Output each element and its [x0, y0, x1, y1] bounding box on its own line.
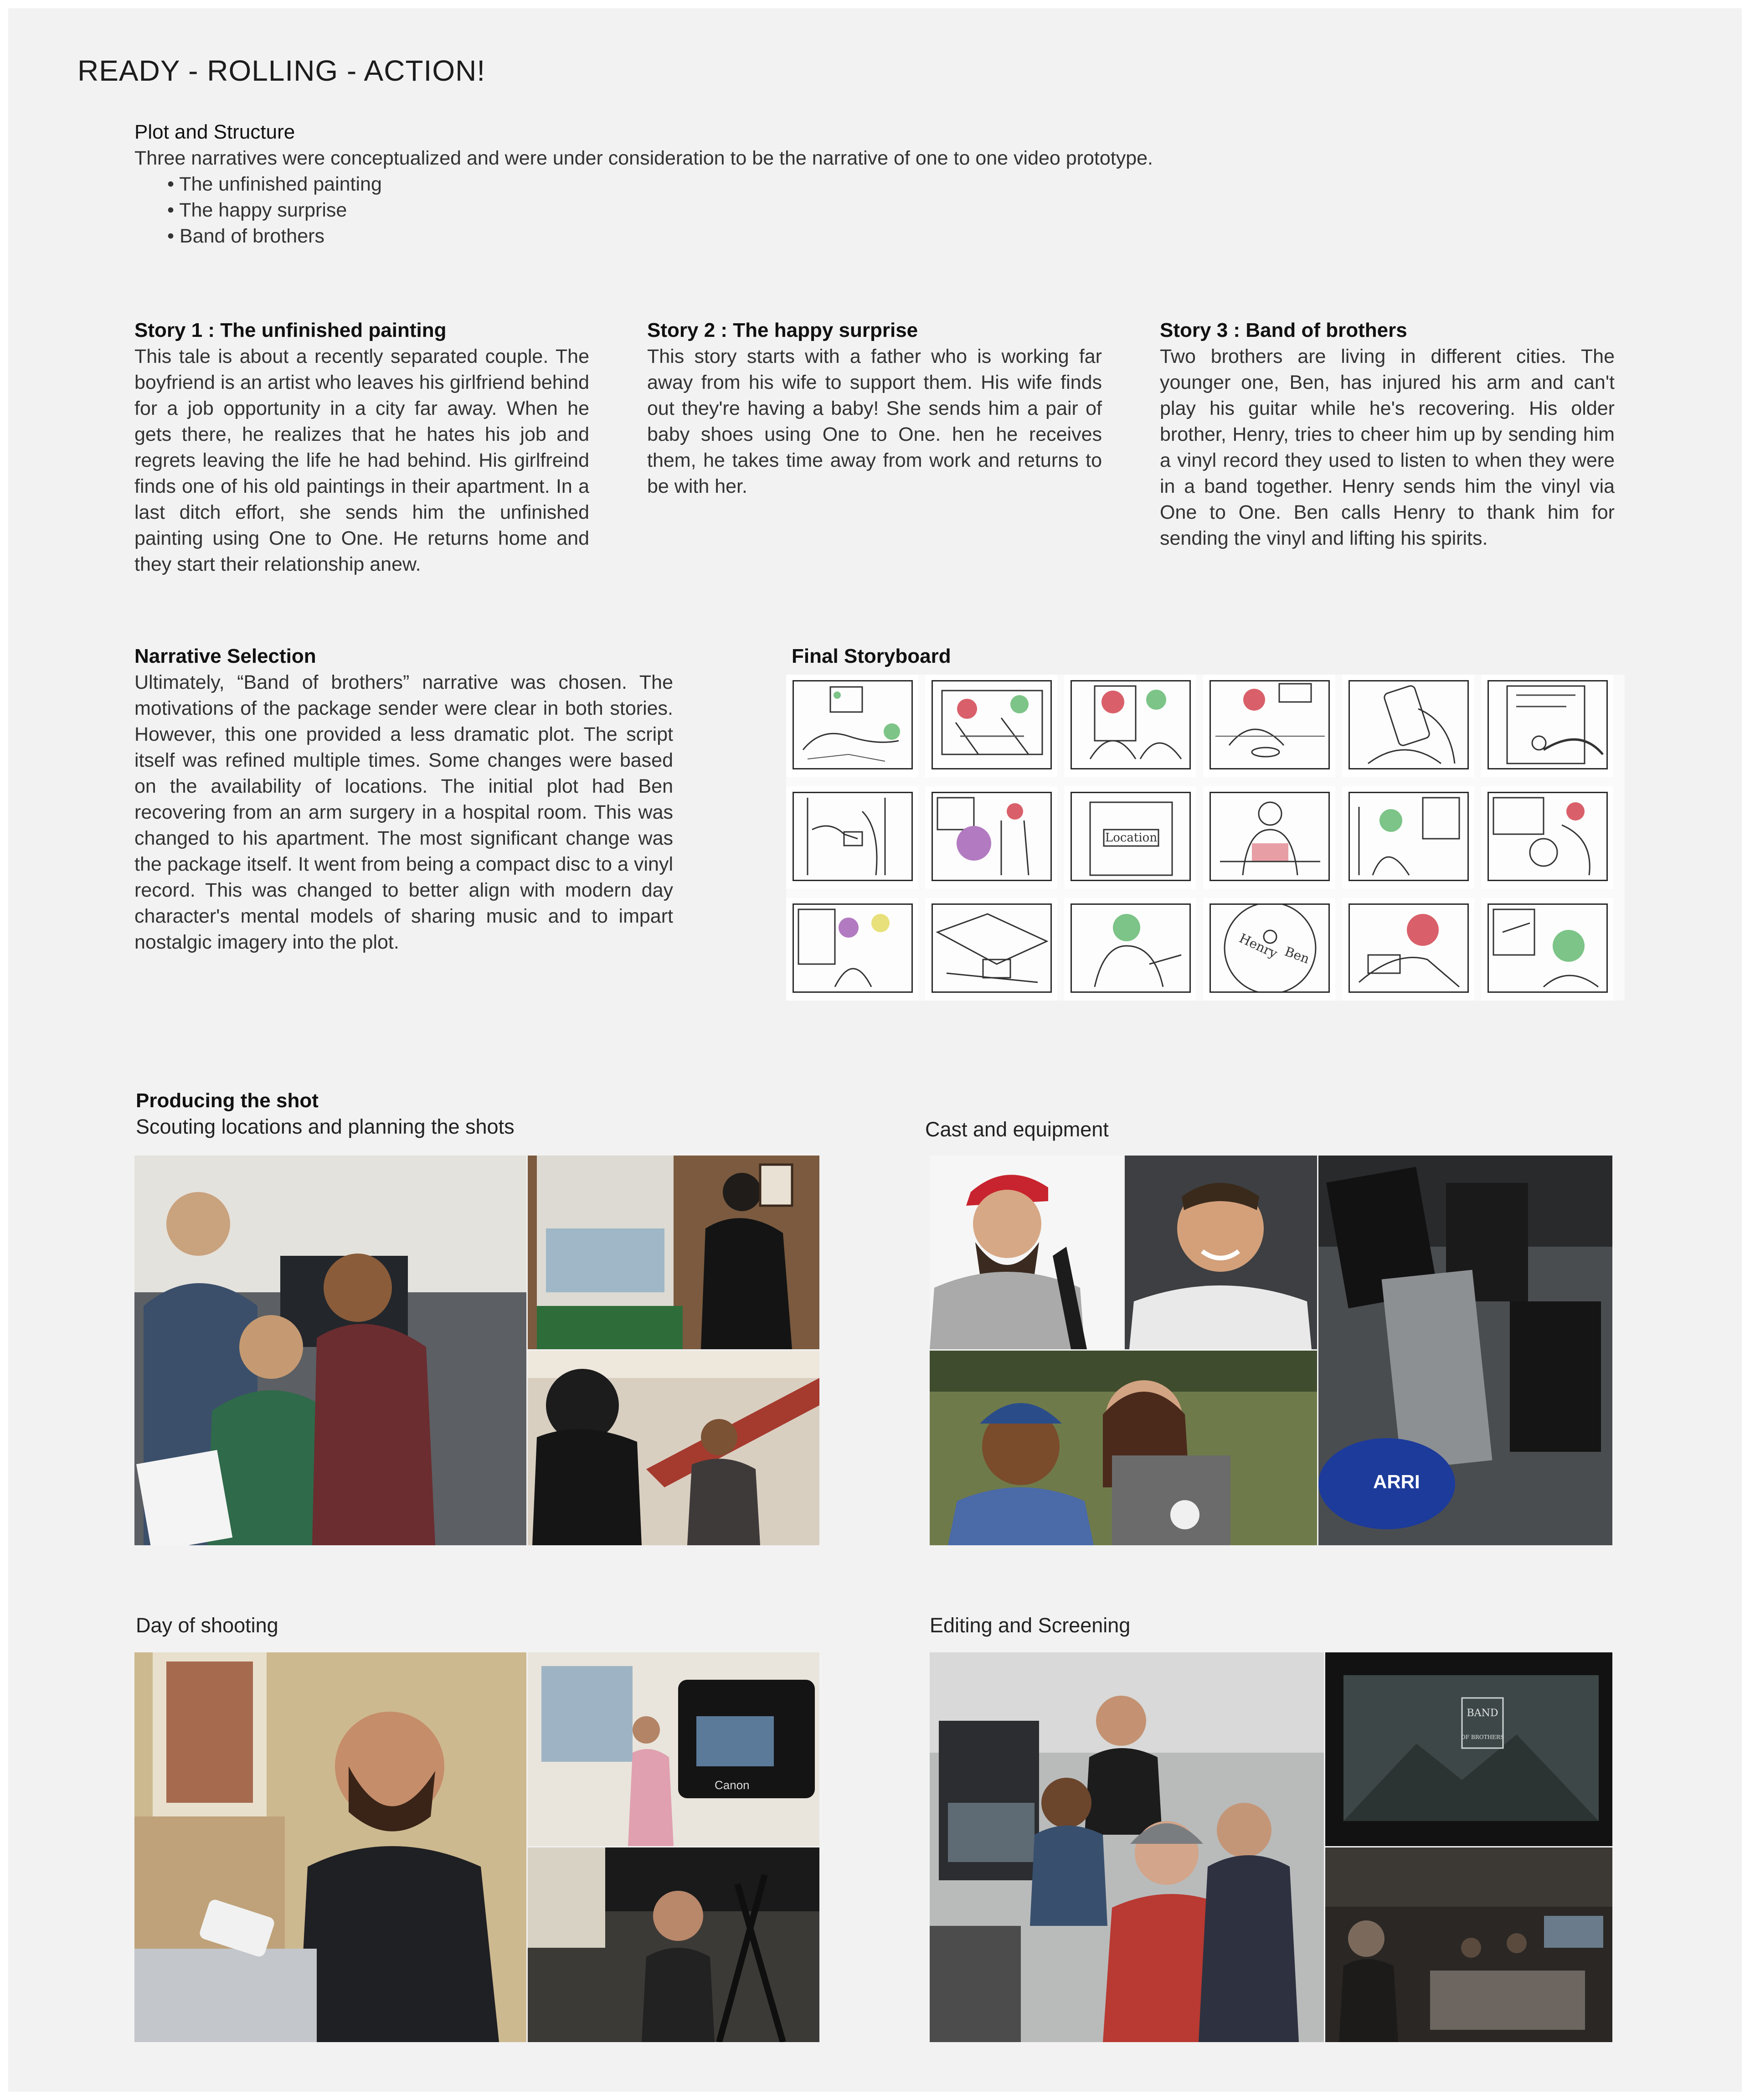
- day-photo-actor: [134, 1652, 526, 2042]
- record-label-ben: Ben: [1282, 944, 1312, 967]
- day-caption: Day of shooting: [136, 1614, 278, 1637]
- film-title: BAND: [1467, 1708, 1498, 1719]
- narrative-heading: Narrative Selection: [134, 645, 316, 667]
- storyboard-panel: [786, 675, 918, 777]
- story-2-heading: Story 2 : The happy surprise: [647, 319, 918, 341]
- storyboard-panel: [925, 786, 1057, 889]
- storyboard-grid: [786, 675, 1625, 1001]
- film-subtitle: OF BROTHERS: [1461, 1734, 1504, 1740]
- page-title: READY - ROLLING - ACTION!: [77, 54, 486, 87]
- plot-heading: Plot and Structure: [134, 121, 295, 143]
- story-3-text: Two brothers are living in different cities. The younger one, Ben, has injured his arm and can't play his guitar while he's recovering. His older brother, Henry, tries to cheer him up by sending him a vinyl record they used to listen to when they were in a band together. Henry sends him the vinyl via One to One. Ben calls Henry to thank him for sending the vinyl and lifting his spirits.: [1160, 346, 1615, 549]
- story-1-text: This tale is about a recently separated couple. The boyfriend is an artist who leaves his girlfriend behind for a job opportunity in a city far away. When he gets there, he realizes that he hates his job and regrets leaving the life he had behind. His girlfreind finds one of his old paintings in their apartment. In a last ditch effort, she sends him the unfinished painting using One to One. He returns home and they start their relationship anew.: [134, 346, 589, 575]
- story-2: [647, 319, 1102, 500]
- cast-caption: Cast and equipment: [925, 1118, 1109, 1141]
- storyboard-panel: [786, 786, 918, 889]
- storyboard-panel: [1481, 786, 1613, 889]
- storyboard-panel: [925, 675, 1057, 777]
- storyboard-panel: [1342, 898, 1474, 1001]
- storyboard-panel: [1342, 675, 1474, 777]
- cast-photo-1: [930, 1156, 1123, 1349]
- arri-bag-logo: ARRI: [1373, 1471, 1420, 1492]
- scouting-caption: Scouting locations and planning the shots: [136, 1115, 515, 1138]
- storyboard-panel: [1481, 675, 1613, 777]
- story-2-text: This story starts with a father who is working far away from his wife to support them. His wife finds out they're having a baby! She sends him a pair of baby shoes using One to One. hen he receives them, he takes time away from work and returns to be with her.: [647, 346, 1102, 497]
- storyboard-panel: [1203, 786, 1335, 889]
- storyboard-panel: [1203, 898, 1335, 1001]
- editing-caption: Editing and Screening: [930, 1614, 1131, 1637]
- storyboard-panel: [1064, 675, 1196, 777]
- storyboard-panel: [1064, 786, 1196, 889]
- location-sign: Location: [1105, 831, 1158, 845]
- editing-photo-team: [930, 1652, 1324, 2042]
- producing-heading: Producing the shot: [136, 1089, 319, 1112]
- storyboard-panel: [1203, 675, 1335, 777]
- story-1: [134, 319, 589, 578]
- story-3-heading: Story 3 : Band of brothers: [1160, 319, 1407, 341]
- storyboard-panel: [1481, 898, 1613, 1001]
- cast-photo-2: [1125, 1156, 1317, 1349]
- editing-photo-screen: [1325, 1652, 1612, 1846]
- plot-section: [134, 121, 1365, 249]
- narrative-section: [134, 645, 673, 955]
- day-photo-crew: [528, 1847, 819, 2042]
- record-label-henry: Henry: [1237, 930, 1280, 961]
- storyboard-heading: Final Storyboard: [792, 645, 951, 667]
- story-3: [1160, 319, 1615, 552]
- storyboard-panel: [1342, 786, 1474, 889]
- narrative-list: [167, 171, 1365, 249]
- narrative-text: Ultimately, “Band of brothers” narrative was chosen. The motivations of the package sender were clear in both stories. However, this one provided a less dramatic plot. The script itself was refined multiple times. Some changes were based on the availability of locations. The initial plot had Ben recovering from an arm surgery in a hospital room. This was changed to his apartment. The most significant change was the package itself. It went from being a compact disc to a vinyl record. This was changed to better align with modern day character's mental models of sharing music and to impart nostalgic imagery into the plot.: [134, 671, 673, 953]
- scouting-photo-window: [528, 1156, 819, 1349]
- plot-intro: Three narratives were conceptualized and were under consideration to be the narrative of one to one video prototype.: [134, 147, 1153, 169]
- list-item: • The unfinished painting: [167, 171, 1365, 197]
- storyboard-panel: [925, 898, 1057, 1001]
- cast-photo-selfie: [930, 1351, 1317, 1545]
- storyboard-panel: [786, 898, 918, 1001]
- scouting-photo-stairs: [528, 1351, 819, 1545]
- cast-photo-equipment: [1318, 1156, 1612, 1545]
- editing-photo-screening: [1325, 1847, 1612, 2042]
- list-item: • Band of brothers: [167, 223, 1365, 249]
- camera-brand: Canon: [715, 1778, 750, 1792]
- list-item: • The happy surprise: [167, 197, 1365, 223]
- scouting-photo-team: [134, 1156, 526, 1545]
- storyboard-panel: [1064, 898, 1196, 1001]
- story-1-heading: Story 1 : The unfinished painting: [134, 319, 447, 341]
- day-photo-camera: [528, 1652, 819, 1846]
